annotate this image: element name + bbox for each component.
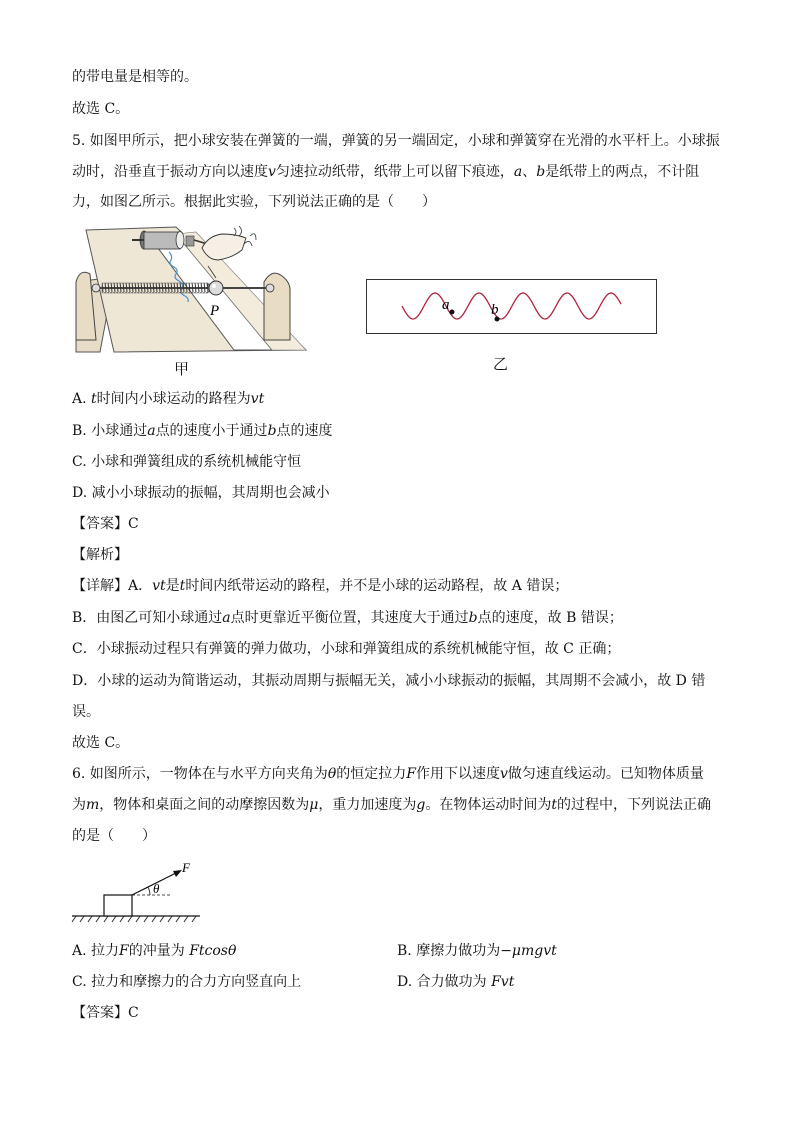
- label-P: P: [210, 303, 220, 319]
- q6-answer: 【答案】C: [72, 1005, 139, 1021]
- q5-detail-d: D．小球的运动为简谐运动，其振动周期与振幅无关，减小小球振动的振幅，其周期不会减小，故 D 错: [72, 673, 706, 689]
- q6-option-c: C. 拉力和摩擦力的合力方向竖直向上: [72, 974, 302, 990]
- fig-yi-caption: 乙: [493, 355, 509, 373]
- label-b: b: [491, 302, 499, 318]
- q6-stem-line2: 为m，物体和桌面之间的动摩擦因数为μ，重力加速度为g。在物体运动时间为t的过程中，下列说法正确: [72, 797, 711, 813]
- q5-detail-c: C．小球振动过程只有弹簧的弹力做功，小球和弹簧组成的系统机械能守恒，故 C 正确；: [72, 641, 621, 657]
- q5-option-c: C. 小球和弹簧组成的系统机械能守恒: [72, 454, 302, 470]
- q5-option-d: D. 减小小球振动的振幅，其周期也会减小: [72, 485, 330, 501]
- label-theta: θ: [153, 881, 160, 896]
- q5-stem-line2: 动时，沿垂直于振动方向以速度v匀速拉动纸带，纸带上可以留下痕迹，a、b是纸带上的两点，不计阻: [72, 164, 700, 180]
- q6-stem-line3: 的是（ ）: [72, 828, 156, 844]
- fig-jia-caption: 甲: [174, 360, 190, 378]
- prev-choose: 故选 C。: [72, 101, 130, 117]
- q5-choose: 故选 C。: [72, 735, 130, 751]
- q5-analysis-label: 【解析】: [72, 547, 128, 563]
- q5-detail-d-cont: 误。: [72, 704, 100, 720]
- q5-option-a: A. t时间内小球运动的路程为vt: [72, 391, 265, 407]
- q5-answer: 【答案】C: [72, 516, 139, 532]
- label-F: F: [182, 860, 190, 875]
- q5-figure-jia: [74, 222, 306, 354]
- q6-figure: [70, 858, 202, 924]
- q5-detail-a: 【详解】A．vt是t时间内纸带运动的路程，并不是小球的运动路程，故 A 错误；: [72, 578, 569, 594]
- q5-option-b: B. 小球通过a点的速度小于通过b点的速度: [72, 423, 333, 439]
- q6-stem-line1: 6. 如图所示，一物体在与水平方向夹角为θ的恒定拉力F作用下以速度v做匀速直线运动。已知物体质量: [72, 766, 704, 782]
- q5-stem-line1: 5. 如图甲所示，把小球安装在弹簧的一端，弹簧的另一端固定，小球和弹簧穿在光滑的水平杆上。小球振: [72, 133, 720, 149]
- label-a: a: [442, 297, 450, 313]
- q6-option-a: A. 拉力F的冲量为 Ftcosθ: [72, 943, 237, 959]
- q6-option-b: B. 摩擦力做功为−μmgvt: [397, 943, 557, 959]
- q6-option-d: D. 合力做功为 Fvt: [397, 974, 515, 990]
- prev-answer-tail: 的带电量是相等的。: [72, 69, 198, 85]
- q5-figure-yi: [366, 279, 658, 335]
- q5-stem-line3: 力，如图乙所示。根据此实验，下列说法正确的是（ ）: [72, 194, 436, 210]
- q5-detail-b: B．由图乙可知小球通过a点时更靠近平衡位置，其速度大于通过b点的速度，故 B 错误；: [72, 610, 623, 626]
